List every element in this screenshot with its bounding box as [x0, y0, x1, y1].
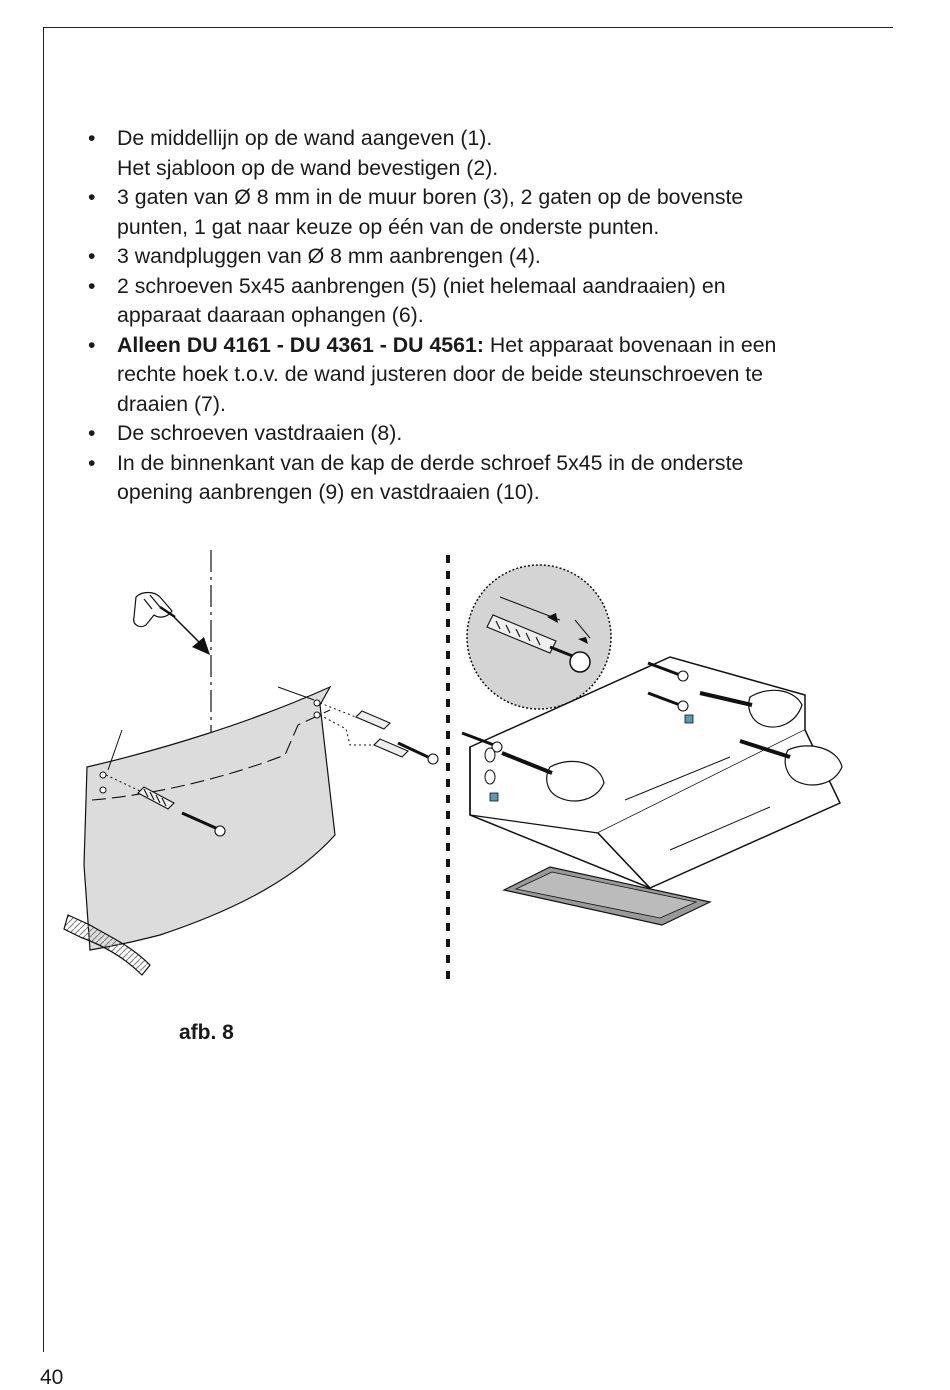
drill-hole	[100, 772, 106, 778]
drill-hole	[314, 700, 320, 706]
page-frame-left-rule	[43, 27, 44, 1352]
drill-hole	[100, 787, 106, 793]
bracket-marker	[490, 793, 498, 801]
pencil-arrow	[174, 617, 202, 645]
instruction-line: Het sjabloon op de wand bevestigen (2).	[117, 155, 499, 180]
instruction-item	[88, 242, 878, 272]
bracket-marker	[685, 715, 693, 723]
instruction-line: rechte hoek t.o.v. de wand justeren door de beide steunschroeven te	[117, 362, 764, 386]
instruction-line: 2 schroeven 5x45 aanbrengen (5) (niet helemaal aandraaien) en	[117, 273, 726, 298]
bullet: •	[88, 244, 96, 268]
instruction-line: punten, 1 gat naar keuze op één van de onderste punten.	[117, 214, 660, 239]
model-note: Alleen DU 4161 - DU 4361 - DU 4561:	[117, 332, 484, 357]
page-frame-top-rule	[43, 27, 893, 28]
instruction-line: draaien (7).	[117, 391, 226, 416]
instruction-item	[88, 272, 878, 331]
instruction-line	[117, 331, 878, 361]
hood-opening	[485, 748, 495, 762]
bullet: •	[88, 273, 96, 298]
instruction-list	[88, 124, 878, 508]
drill-hole	[314, 712, 320, 718]
dotted-guide	[320, 703, 374, 745]
instruction-line: De middellijn op de wand aangeven (1).	[117, 126, 493, 150]
screw-head-detail	[570, 652, 590, 672]
pencil-arrow-head	[192, 637, 210, 655]
bullet: •	[88, 421, 96, 445]
bullet: •	[88, 450, 96, 475]
bullet: •	[88, 126, 96, 150]
figure-caption: afb. 8	[179, 1021, 234, 1044]
instruction-line: opening aanbrengen (9) en vastdraaien (10).	[117, 480, 540, 504]
page-number: 40	[40, 1366, 64, 1389]
instruction-line: De schroeven vastdraaien (8).	[117, 421, 403, 445]
instruction-line: In de binnenkant van de kap de derde schroef 5x45 in de onderste	[117, 450, 744, 475]
hood-opening	[485, 770, 495, 784]
wall-plug-icon	[356, 711, 408, 757]
instruction-item	[88, 449, 878, 508]
instruction-item	[88, 331, 878, 420]
bullet: •	[88, 185, 96, 209]
instruction-item	[88, 183, 878, 242]
installation-illustration	[50, 545, 850, 990]
hand-with-pencil-icon	[134, 593, 175, 627]
instruction-line: 3 wandpluggen van Ø 8 mm aanbrengen (4).	[117, 244, 541, 268]
instruction-text: Het apparaat bovenaan in een	[483, 332, 777, 357]
instruction-item	[88, 419, 878, 449]
instruction-line: apparaat daaraan ophangen (6).	[117, 303, 424, 327]
instruction-item	[88, 124, 878, 183]
bullet: •	[88, 332, 96, 357]
instruction-line: 3 gaten van Ø 8 mm in de muur boren (3), 2 gaten op de bovenste	[117, 185, 744, 209]
leader-line	[278, 687, 314, 700]
